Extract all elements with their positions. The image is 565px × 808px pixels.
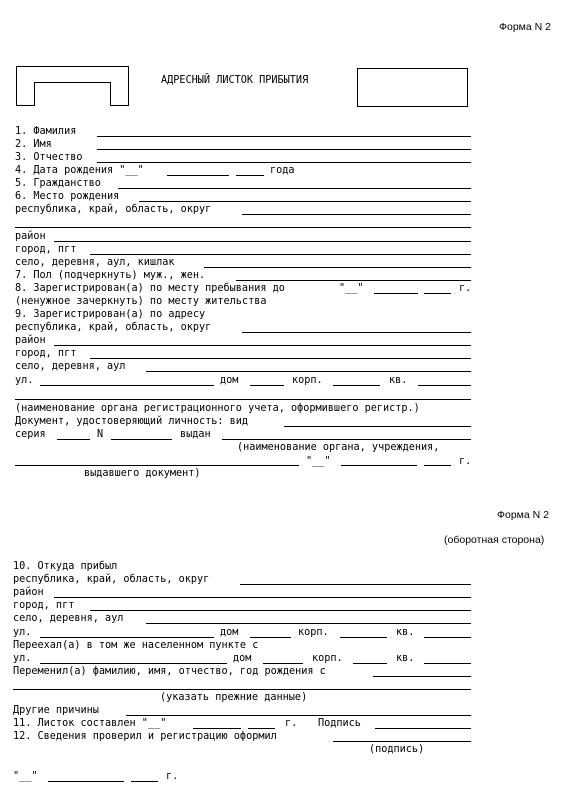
compiled-sign-line[interactable] bbox=[375, 728, 471, 729]
compiled-month-line[interactable] bbox=[193, 728, 241, 729]
from-street-line[interactable] bbox=[40, 637, 214, 638]
id-doc-label: Документ, удостоверяющий личность: вид bbox=[15, 416, 249, 427]
other-reasons-line[interactable] bbox=[126, 715, 471, 716]
renamed-line[interactable] bbox=[373, 676, 471, 677]
field-birth-year-line[interactable] bbox=[236, 175, 264, 176]
issue-year-suffix: г. bbox=[459, 456, 472, 467]
final-date-day: "__" bbox=[13, 771, 38, 782]
from-village-label: село, деревня, аул bbox=[13, 613, 124, 624]
id-number-label: N bbox=[97, 429, 104, 440]
from-region-line[interactable] bbox=[240, 584, 471, 585]
signature-note: (подпись) bbox=[369, 744, 425, 755]
from-village-line[interactable] bbox=[146, 623, 471, 624]
field-patronymic-label: 3. Отчество bbox=[15, 152, 83, 163]
birth-region-line[interactable] bbox=[242, 214, 471, 215]
reg-organ-note: (наименование органа регистрационного учета, оформившего регистр.) bbox=[15, 403, 420, 414]
addr-corp-line[interactable] bbox=[333, 385, 380, 386]
moved-label: Переехал(а) в том же населенном пункте с bbox=[13, 640, 259, 651]
birth-village-label: село, деревня, аул, кишлак bbox=[15, 257, 175, 268]
addr-street-line[interactable] bbox=[40, 385, 214, 386]
addr-corp-label: корп. bbox=[292, 375, 323, 386]
compiled-label: 11. Листок составлен "__" bbox=[13, 718, 167, 729]
from-corp-line[interactable] bbox=[340, 637, 387, 638]
id-issued-label: выдан bbox=[180, 429, 211, 440]
from-street-label: ул. bbox=[13, 627, 32, 638]
from-corp-label: корп. bbox=[298, 627, 329, 638]
addr-apt-line[interactable] bbox=[418, 385, 471, 386]
id-issuer-line[interactable] bbox=[222, 439, 471, 440]
birth-region-label: республика, край, область, округ bbox=[15, 204, 212, 215]
issuer-line-2[interactable] bbox=[15, 465, 299, 466]
field-temp-reg-label: 8. Зарегистрирован(а) по месту пребывания до bbox=[15, 283, 285, 294]
final-date-month-line[interactable] bbox=[48, 781, 124, 782]
moved-corp-label: корп. bbox=[312, 653, 343, 664]
field-birthdate-year-suffix: года bbox=[270, 165, 295, 176]
addr-region-label: республика, край, область, округ bbox=[15, 322, 212, 333]
verified-sign-line[interactable] bbox=[333, 741, 471, 742]
addr-street-label: ул. bbox=[15, 375, 34, 386]
addr-house-line[interactable] bbox=[250, 385, 284, 386]
final-date-year-suffix: г. bbox=[166, 771, 179, 782]
stamp-frame bbox=[16, 66, 129, 106]
addr-village-label: село, деревня, аул bbox=[15, 361, 126, 372]
side-note: (оборотная сторона) bbox=[444, 534, 545, 546]
addr-house-label: дом bbox=[220, 375, 239, 386]
addr-apt-label: кв. bbox=[389, 375, 408, 386]
form-label-back: Форма N 2 bbox=[497, 509, 549, 521]
id-doc-type-line[interactable] bbox=[284, 426, 471, 427]
renamed-line-2[interactable] bbox=[13, 689, 471, 690]
moved-apt-line[interactable] bbox=[424, 663, 471, 664]
compiled-year-suffix: г. bbox=[285, 718, 298, 729]
moved-house-line[interactable] bbox=[263, 663, 303, 664]
id-number-line[interactable] bbox=[111, 439, 172, 440]
temp-reg-month-line[interactable] bbox=[374, 293, 418, 294]
from-house-label: дом bbox=[220, 627, 239, 638]
form-label-top: Форма N 2 bbox=[499, 21, 551, 33]
from-region-label: республика, край, область, округ bbox=[13, 574, 210, 585]
id-series-label: серия bbox=[15, 429, 46, 440]
verified-label: 12. Сведения проверил и регистрацию оформил bbox=[13, 731, 277, 742]
addr-district-label: район bbox=[15, 335, 46, 346]
temp-reg-day: "__" bbox=[339, 283, 364, 294]
birth-region-line-2[interactable] bbox=[15, 227, 471, 228]
temp-reg-year-suffix: г. bbox=[459, 283, 472, 294]
from-apt-label: кв. bbox=[396, 627, 415, 638]
moved-corp-line[interactable] bbox=[353, 663, 387, 664]
birth-district-label: район bbox=[15, 231, 46, 242]
from-apt-line[interactable] bbox=[424, 637, 471, 638]
moved-apt-label: кв. bbox=[396, 653, 415, 664]
addr-village-line[interactable] bbox=[146, 371, 471, 372]
field-citizenship-label: 5. Гражданство bbox=[15, 178, 101, 189]
field-name-label: 2. Имя bbox=[15, 139, 52, 150]
birth-city-line[interactable] bbox=[90, 254, 471, 255]
moved-street-label: ул. bbox=[13, 653, 32, 664]
addr-city-label: город, пгт bbox=[15, 348, 77, 359]
addr-city-line[interactable] bbox=[90, 358, 471, 359]
final-date-year-line[interactable] bbox=[131, 781, 158, 782]
field-perm-reg-label: (ненужное зачеркнуть) по месту жительства bbox=[15, 296, 267, 307]
moved-street-line[interactable] bbox=[40, 663, 227, 664]
field-birth-month-line[interactable] bbox=[167, 175, 229, 176]
field-name-line[interactable] bbox=[97, 149, 471, 150]
field-surname-line[interactable] bbox=[97, 136, 471, 137]
field-birthplace-line[interactable] bbox=[139, 201, 471, 202]
birth-village-line[interactable] bbox=[204, 267, 471, 268]
compiled-year-line[interactable] bbox=[248, 728, 275, 729]
from-label: 10. Откуда прибыл bbox=[13, 561, 118, 572]
compiled-sign-label: Подпись bbox=[318, 718, 361, 729]
id-series-line[interactable] bbox=[57, 439, 90, 440]
issue-year-line[interactable] bbox=[424, 465, 451, 466]
issuer-note: (наименование органа, учреждения, bbox=[237, 442, 440, 453]
from-city-label: город, пгт bbox=[13, 600, 75, 611]
from-district-label: район bbox=[13, 587, 44, 598]
field-birthdate-label: 4. Дата рождения "__" bbox=[15, 165, 144, 176]
moved-house-label: дом bbox=[233, 653, 252, 664]
field-address-label: 9. Зарегистрирован(а) по адресу bbox=[15, 309, 206, 320]
field-citizenship-line[interactable] bbox=[118, 188, 471, 189]
reg-organ-line[interactable] bbox=[15, 399, 471, 400]
birth-district-line[interactable] bbox=[54, 241, 471, 242]
addr-region-line[interactable] bbox=[242, 332, 471, 333]
renamed-label: Переменил(а) фамилию, имя, отчество, год рождения с bbox=[13, 666, 326, 677]
field-sex-line[interactable] bbox=[236, 280, 471, 281]
issuer-note-2: выдавшего документ) bbox=[84, 468, 201, 479]
from-city-line[interactable] bbox=[90, 610, 471, 611]
field-sex-label: 7. Пол (подчеркнуть) муж., жен. bbox=[15, 270, 206, 281]
field-birthplace-label: 6. Место рождения bbox=[15, 191, 120, 202]
from-district-line[interactable] bbox=[54, 597, 471, 598]
field-surname-label: 1. Фамилия bbox=[15, 126, 77, 137]
issue-date-day: "__" bbox=[306, 456, 331, 467]
issue-month-line[interactable] bbox=[341, 465, 417, 466]
temp-reg-year-line[interactable] bbox=[424, 293, 451, 294]
addr-district-line[interactable] bbox=[54, 345, 471, 346]
photo-box bbox=[357, 68, 468, 107]
prev-data-note: (указать прежние данные) bbox=[160, 692, 308, 703]
field-patronymic-line[interactable] bbox=[97, 162, 471, 163]
from-house-line[interactable] bbox=[250, 637, 291, 638]
other-reasons-label: Другие причины bbox=[13, 705, 99, 716]
doc-title: АДРЕСНЫЙ ЛИСТОК ПРИБЫТИЯ bbox=[161, 75, 309, 86]
birth-city-label: город, пгт bbox=[15, 244, 77, 255]
